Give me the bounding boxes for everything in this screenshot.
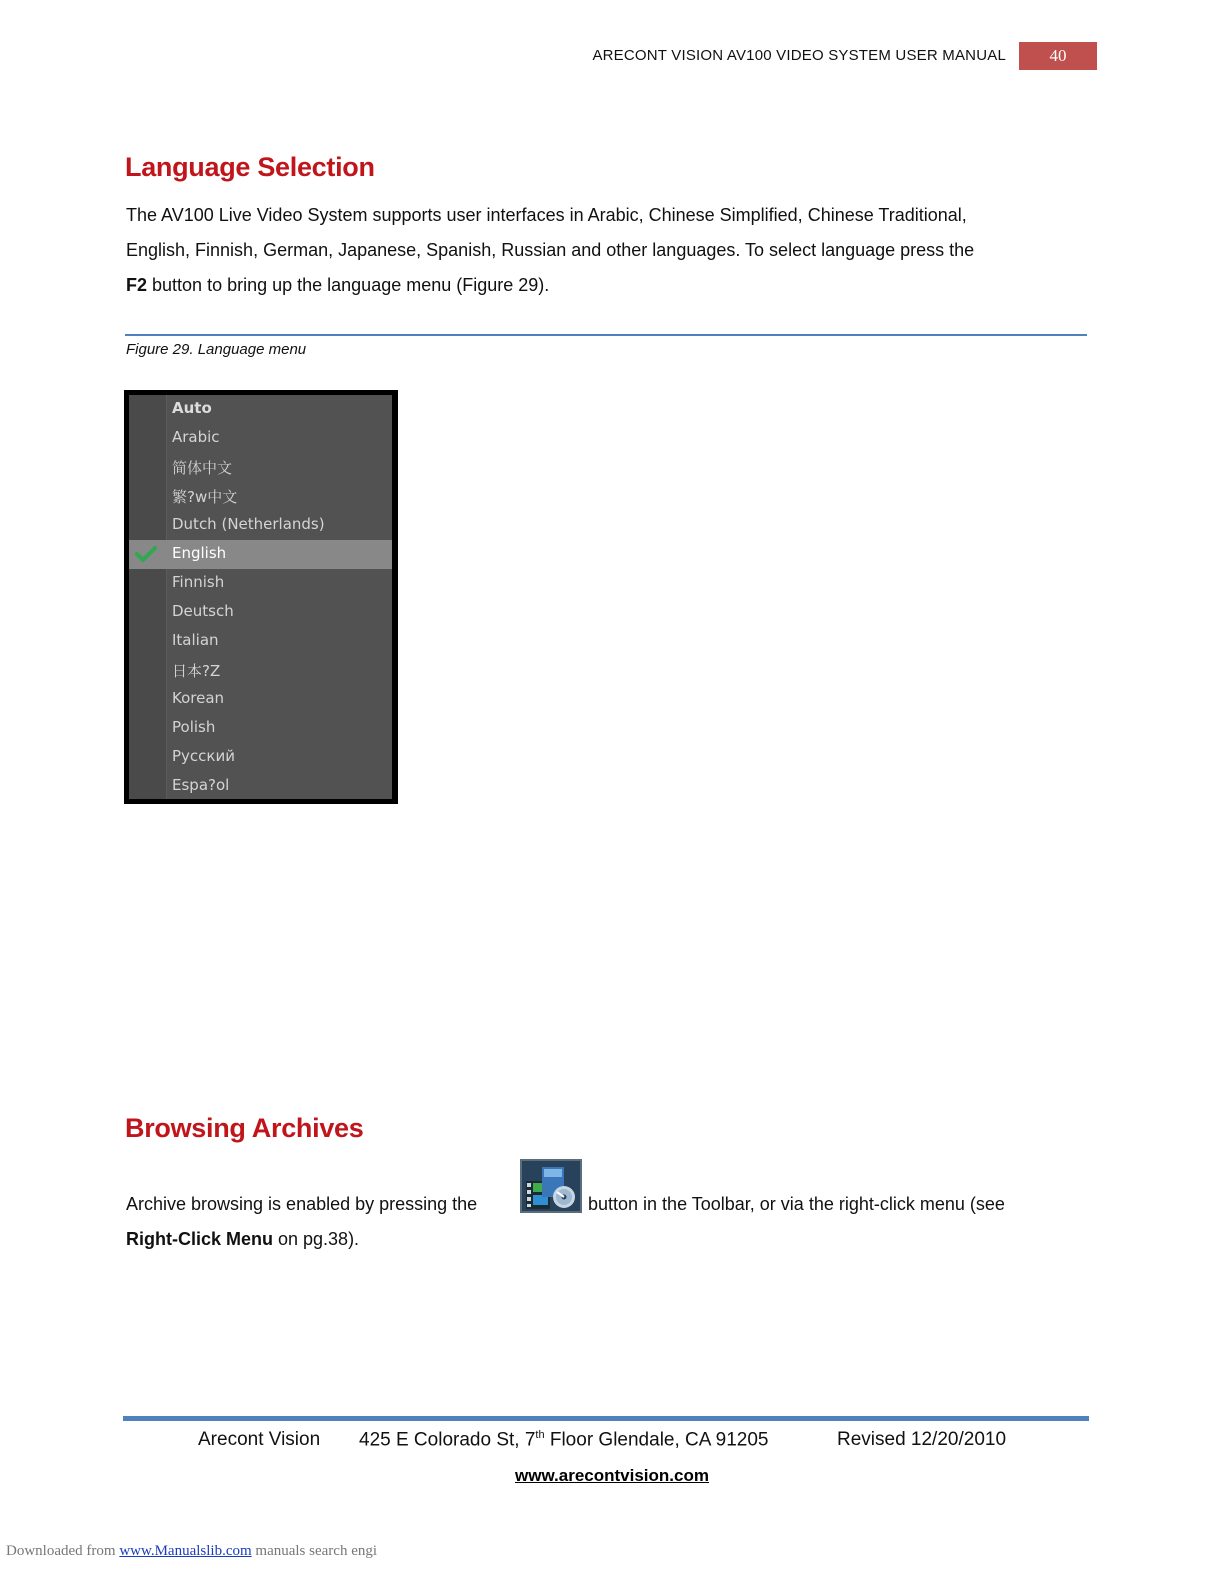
footer-url[interactable]: www.arecontvision.com <box>515 1466 709 1485</box>
footer-revised: Revised 12/20/2010 <box>837 1429 1007 1450</box>
archives-line-1-end: button in the Toolbar, or via the right-click menu (see <box>588 1194 1005 1214</box>
menu-item-label: Finnish <box>172 573 225 591</box>
menu-item-1[interactable] <box>129 424 392 453</box>
footer-rule <box>123 1416 1089 1421</box>
menu-item-11[interactable] <box>129 714 392 743</box>
menu-item-label: Korean <box>172 689 225 707</box>
language-menu <box>129 395 392 799</box>
menu-item-label: Espa?ol <box>172 776 230 794</box>
manualslib-link[interactable]: www.Manualslib.com <box>119 1543 252 1559</box>
archives-line-2-rest: on pg.38). <box>273 1229 360 1249</box>
archives-line-2 <box>126 1222 359 1257</box>
menu-item-0[interactable] <box>129 395 392 424</box>
footer-address <box>359 1429 769 1451</box>
language-line-3 <box>126 268 1096 303</box>
menu-item-label: 日本?Z <box>172 662 221 680</box>
menu-item-label: 简体中文 <box>172 459 233 477</box>
menu-item-10[interactable] <box>129 685 392 714</box>
menu-item-label: 繁?w中文 <box>172 488 238 506</box>
menu-item-2[interactable] <box>129 453 392 482</box>
figure-caption: Figure 29. Language menu <box>126 341 307 358</box>
language-selection-heading: Language Selection <box>125 152 375 182</box>
footer-address-part2: Floor Glendale, CA 91205 <box>544 1429 769 1451</box>
page-number: 40 <box>1019 42 1097 70</box>
figure-rule <box>125 334 1087 336</box>
language-menu-figure <box>124 390 398 804</box>
menu-item-7[interactable] <box>129 598 392 627</box>
download-suffix: manuals search engi <box>251 1543 378 1559</box>
download-line <box>6 1543 377 1560</box>
checkmark-icon <box>135 545 157 563</box>
archive-browse-icon[interactable] <box>520 1159 582 1213</box>
menu-item-label: Dutch (Netherlands) <box>172 515 325 533</box>
menu-item-label: Polish <box>172 718 216 736</box>
language-line-1: The AV100 Live Video System supports user interfaces in Arabic, Chinese Simplified, Chinese Traditional, <box>126 205 967 225</box>
archives-line-1-start: Archive browsing is enabled by pressing the <box>126 1194 478 1214</box>
menu-item-12[interactable] <box>129 743 392 772</box>
menu-item-8[interactable] <box>129 627 392 656</box>
footer-company: Arecont Vision <box>198 1429 321 1450</box>
menu-item-3[interactable] <box>129 482 392 511</box>
menu-item-label: Auto <box>172 399 212 417</box>
header-title: ARECONT VISION AV100 VIDEO SYSTEM USER MANUAL <box>592 47 1006 64</box>
download-prefix: Downloaded from <box>6 1543 120 1559</box>
menu-item-5[interactable] <box>129 540 392 569</box>
language-paragraph <box>126 198 1096 303</box>
browsing-archives-heading: Browsing Archives <box>125 1113 364 1143</box>
footer-address-part1: 425 E Colorado St, 7 <box>359 1429 536 1451</box>
menu-item-label: Italian <box>172 631 219 649</box>
menu-item-label: English <box>172 544 227 562</box>
menu-item-9[interactable] <box>129 656 392 685</box>
f2-key: F2 <box>126 275 148 295</box>
language-line-2: English, Finnish, German, Japanese, Spanish, Russian and other languages. To select language press the <box>126 240 975 260</box>
footer-address-sup: th <box>535 1429 545 1441</box>
language-line-3-rest: button to bring up the language menu (Figure 29). <box>147 275 550 295</box>
menu-item-label: Deutsch <box>172 602 234 620</box>
right-click-menu-reference: Right-Click Menu <box>126 1229 273 1249</box>
menu-item-6[interactable] <box>129 569 392 598</box>
menu-item-label: Русский <box>172 747 235 765</box>
menu-item-4[interactable] <box>129 511 392 540</box>
menu-item-13[interactable] <box>129 772 392 801</box>
menu-item-label: Arabic <box>172 428 220 446</box>
